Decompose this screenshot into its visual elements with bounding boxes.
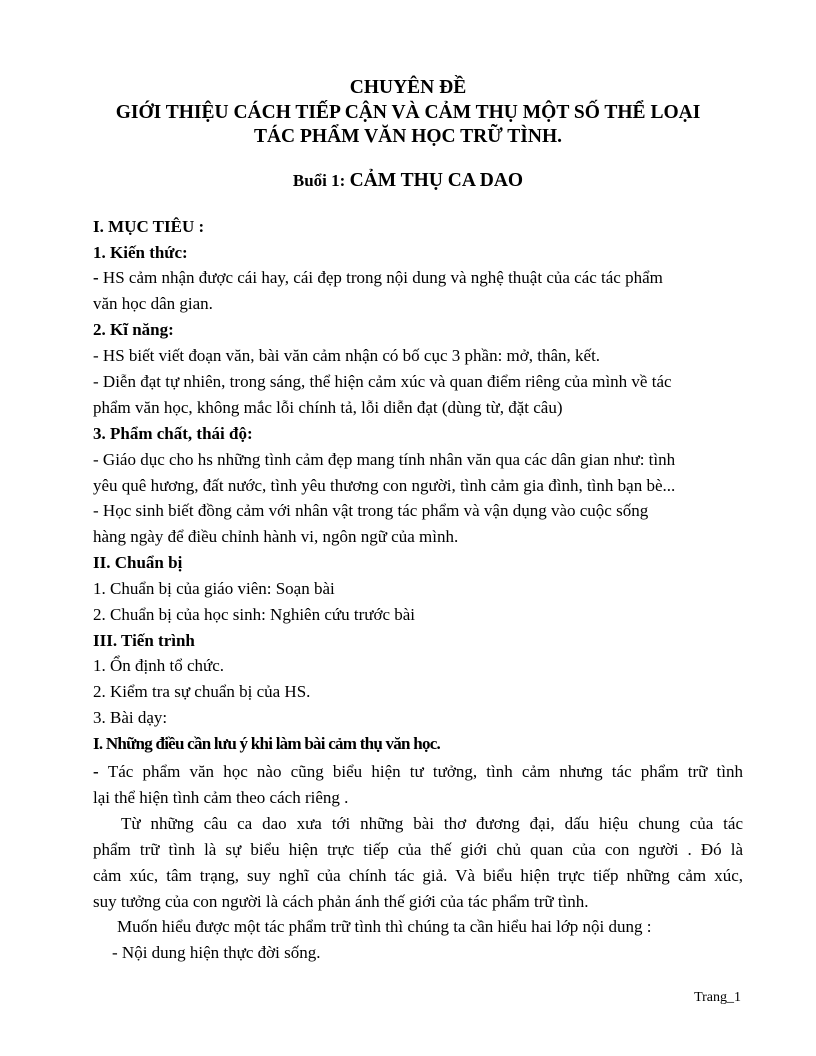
session-label: Buổi 1: <box>292 171 350 190</box>
lesson-p3-line-1: Muốn hiểu được một tác phẩm trữ tình thì chúng ta cần hiểu hai lớp nội dung : <box>117 917 652 936</box>
lesson-p3-line-2: - Nội dung hiện thực đời sống. <box>112 943 321 962</box>
knowledge-line-2: văn học dân gian. <box>93 294 213 313</box>
attitude-line-2: yêu quê hương, đất nước, tình yêu thương con người, tình cảm gia đình, tình bạn bè... <box>93 476 676 495</box>
lesson-p1-line-2: lại thể hiện tình cảm theo cách riêng . <box>93 788 349 807</box>
knowledge-text: HS cảm nhận được cái hay, cái đẹp trong nội dung và nghệ thuật của các tác phẩm <box>102 268 663 287</box>
page-number: Trang_1 <box>694 990 741 1005</box>
lesson-heading: I. Những điều cần lưu ý khi làm bài cảm thụ văn học. <box>93 734 440 753</box>
attitude-line-1: - Giáo dục cho hs những tình cảm đẹp mang tính nhân văn qua các dân gian như: tình <box>93 450 676 469</box>
knowledge-dash: - <box>93 268 103 287</box>
topic-label: CHUYÊN ĐỀ <box>349 77 467 98</box>
topic-title-line-1: GIỚI THIỆU CÁCH TIẾP CẬN VÀ CẢM THỤ MỘT SỐ THỂ LOẠI <box>115 102 701 123</box>
session-title: CẢM THỤ CA DAO <box>349 170 524 191</box>
procedure-step-2: 2. Kiểm tra sự chuẩn bị của HS. <box>93 682 311 701</box>
lesson-p2-line-4: suy tưởng của con người là cách phản ánh thế giới của tác phẩm trữ tình. <box>93 892 589 911</box>
lesson-p1-line-1 <box>93 761 743 783</box>
topic-title-line-2: TÁC PHẨM VĂN HỌC TRỮ TÌNH. <box>253 126 563 147</box>
knowledge-line-1 <box>93 267 743 289</box>
session-heading <box>0 170 816 192</box>
skills-line-2: - Diễn đạt tự nhiên, trong sáng, thể hiện cảm xúc và quan điểm riêng của mình về tác <box>93 372 672 391</box>
preparation-student: 2. Chuẩn bị của học sinh: Nghiên cứu trước bài <box>93 605 416 624</box>
attitude-heading: 3. Phẩm chất, thái độ: <box>93 424 253 443</box>
skills-heading: 2. Kĩ năng: <box>93 320 174 339</box>
preparation-teacher: 1. Chuẩn bị của giáo viên: Soạn bài <box>93 579 335 598</box>
procedure-step-3: 3. Bài dạy: <box>93 708 168 727</box>
section-objectives-heading: I. MỤC TIÊU : <box>93 217 205 236</box>
lesson-p1-text: Tác phẩm văn học nào cũng biểu hiện tư tưởng, tình cảm nhưng tác phẩm trữ tình <box>107 762 743 781</box>
lesson-p1-dash: - <box>93 762 108 781</box>
skills-line-1: - HS biết viết đoạn văn, bài văn cảm nhận có bố cục 3 phần: mở, thân, kết. <box>93 346 601 365</box>
skills-line-3: phẩm văn học, không mắc lỗi chính tả, lỗi diễn đạt (dùng từ, đặt câu) <box>93 398 563 417</box>
attitude-line-4: hàng ngày để điều chỉnh hành vi, ngôn ngữ của mình. <box>93 527 459 546</box>
lesson-p2-line-3: cảm xúc, tâm trạng, suy nghĩ của chính tác giả. Và biểu hiện trực tiếp những cảm xúc, <box>93 866 743 885</box>
section-procedure-heading: III. Tiến trình <box>93 631 195 650</box>
lesson-p2-line-2: phẩm trữ tình là sự biểu hiện trực tiếp của thế giới chủ quan của con người . Đó là <box>93 840 743 859</box>
section-preparation-heading: II. Chuẩn bị <box>93 553 183 572</box>
procedure-step-1: 1. Ổn định tổ chức. <box>93 656 225 675</box>
attitude-line-3: - Học sinh biết đồng cảm với nhân vật trong tác phẩm và vận dụng vào cuộc sống <box>93 501 649 520</box>
lesson-p2-line-1: Từ những câu ca dao xưa tới những bài thơ đương đại, dấu hiệu chung của tác <box>121 814 743 833</box>
knowledge-heading: 1. Kiến thức: <box>93 243 188 262</box>
